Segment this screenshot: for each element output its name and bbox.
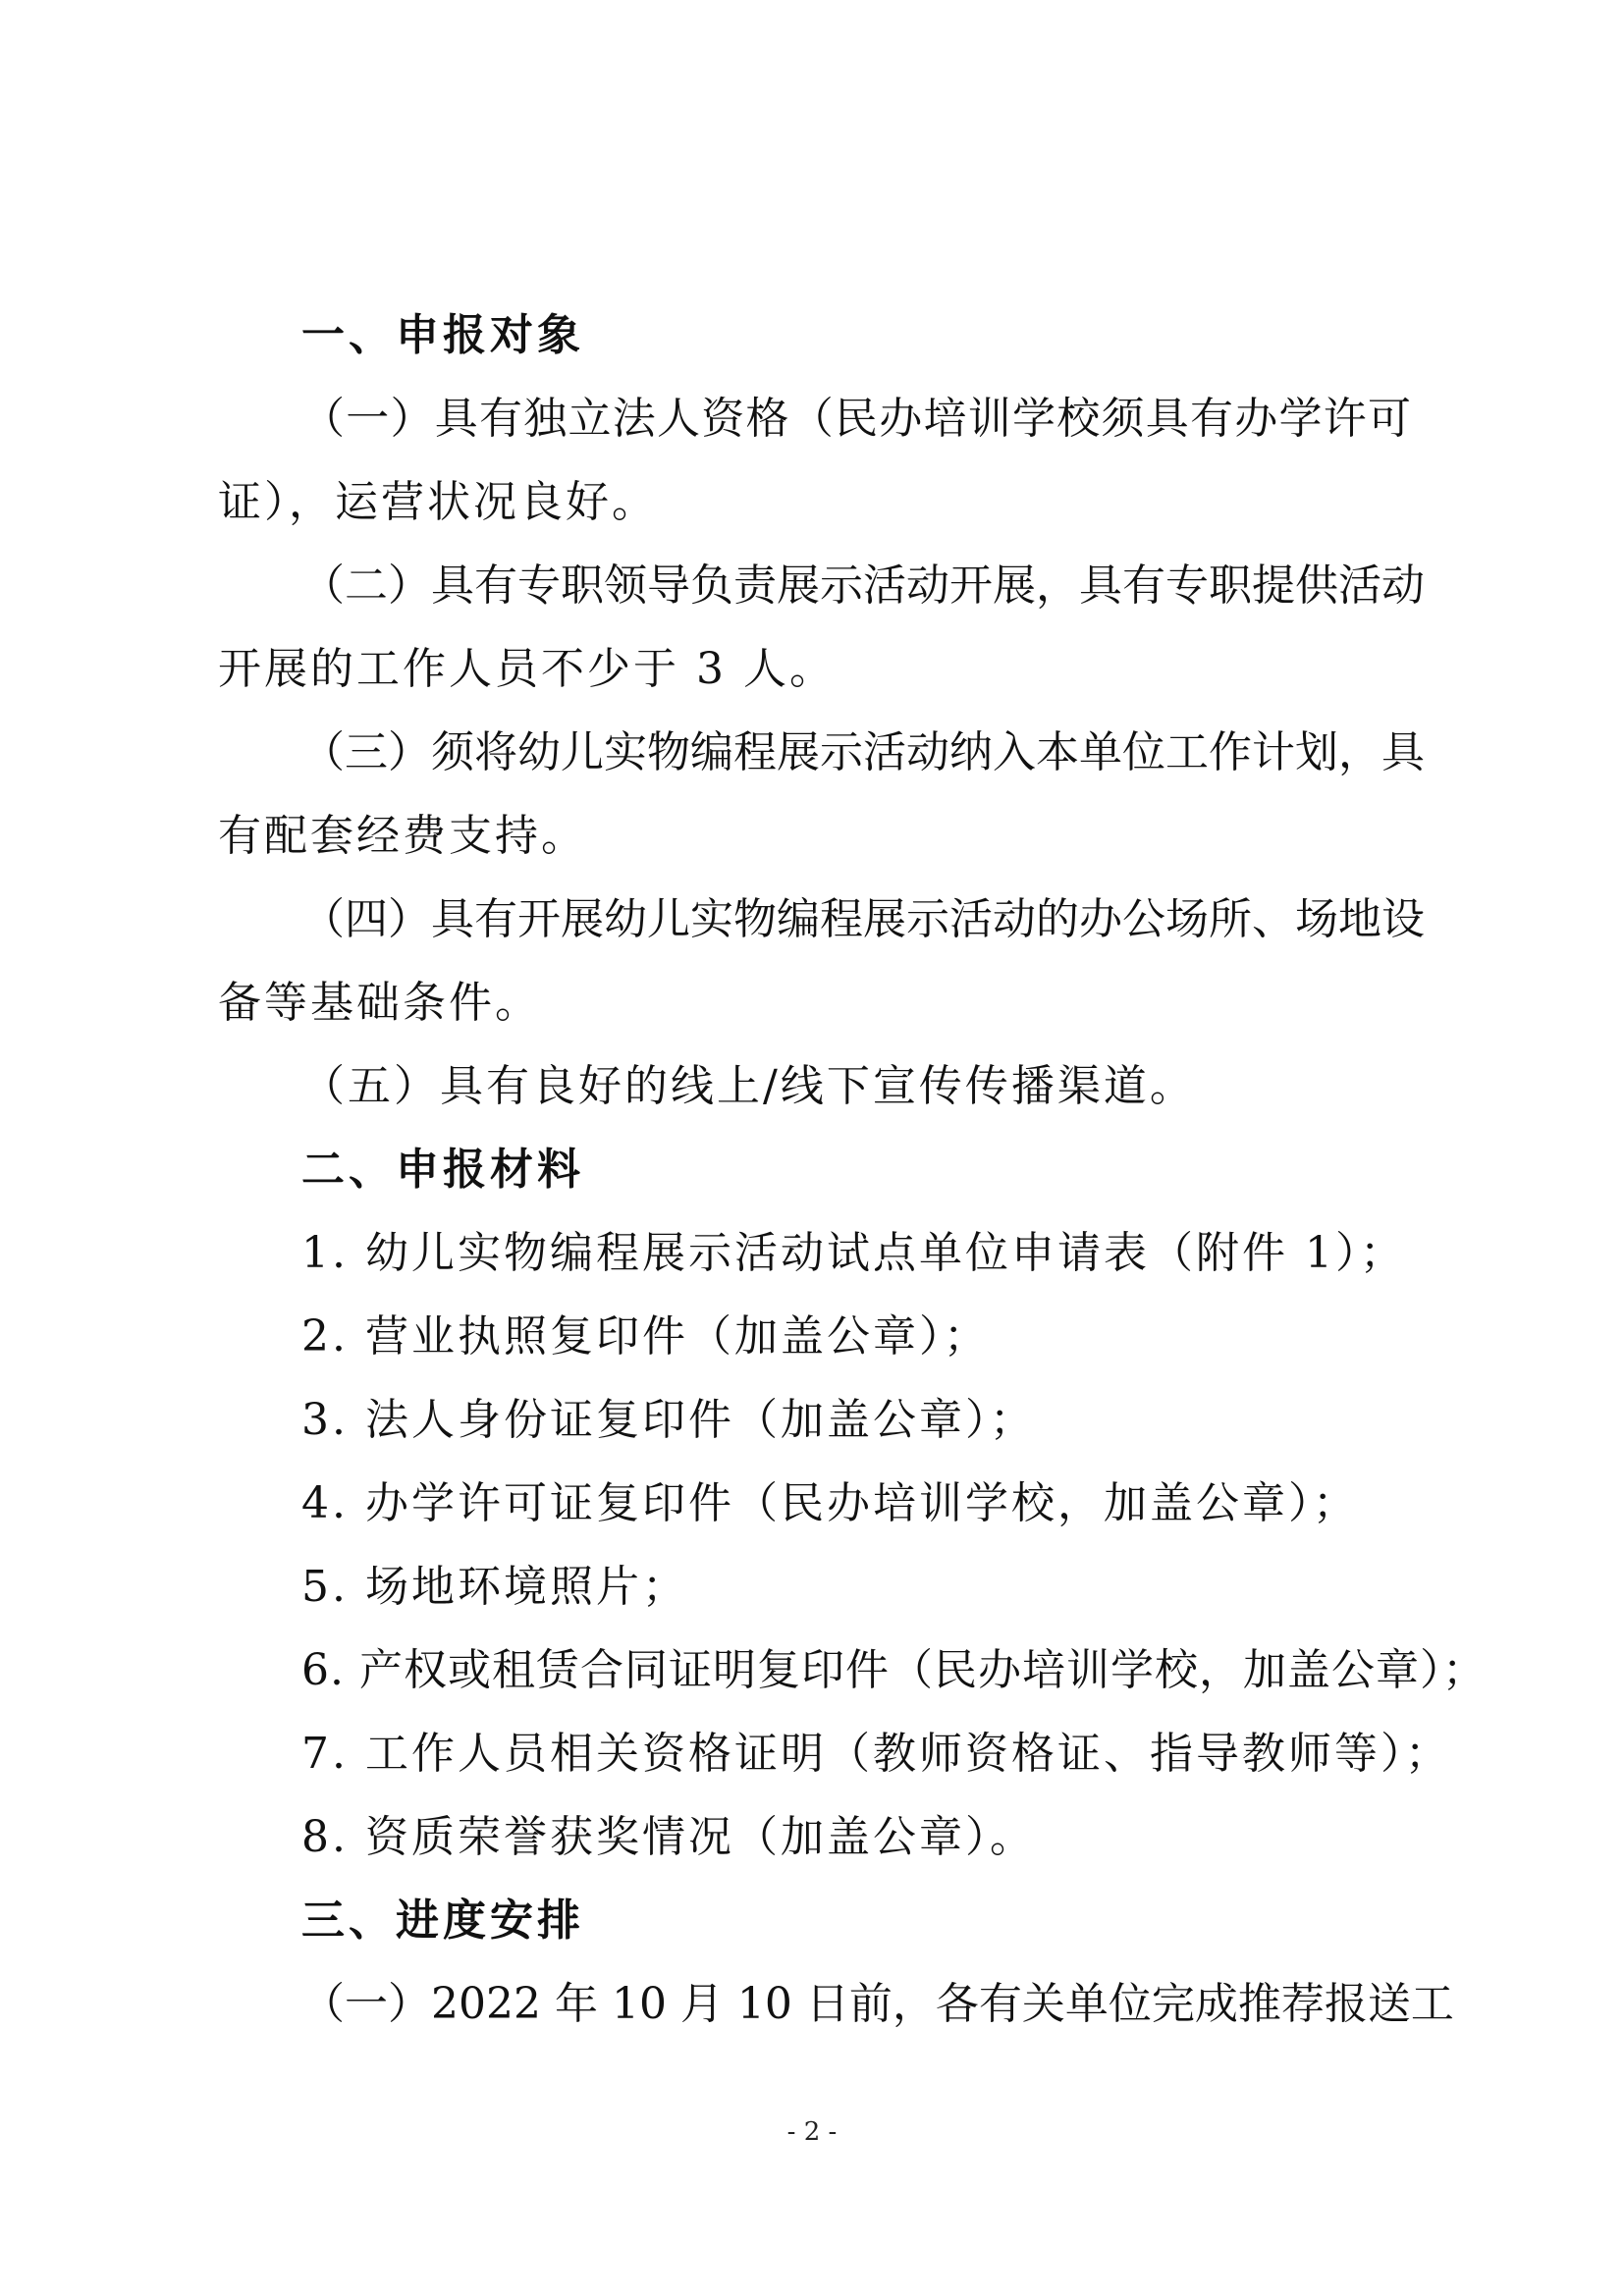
paragraph-line: （五）具有良好的线上/线下宣传传播渠道。 — [301, 1061, 1196, 1111]
paragraph-line: 证），运营状况良好。 — [218, 477, 658, 527]
paragraph-line: 开展的工作人员不少于 3 人。 — [218, 644, 836, 694]
paragraph-line: （一）2022 年 10 月 10 日前，各有关单位完成推荐报送工 — [301, 1979, 1454, 2029]
paragraph-line: （四）具有开展幼儿实物编程展示活动的办公场所、场地设 — [301, 894, 1425, 944]
paragraph-line: 有配套经费支持。 — [218, 811, 587, 861]
paragraph-line: （三）须将幼儿实物编程展示活动纳入本单位工作计划，具 — [301, 727, 1425, 777]
section-heading-1: 一、申报对象 — [301, 310, 584, 360]
list-item: 5. 场地环境照片； — [301, 1562, 688, 1612]
list-item: 7. 工作人员相关资格证明（教师资格证、指导教师等）； — [301, 1729, 1451, 1779]
list-item: 1. 幼儿实物编程展示活动试点单位申请表（附件 1）； — [301, 1228, 1406, 1278]
page-number: - 2 - — [786, 2117, 838, 2147]
paragraph-line: 备等基础条件。 — [218, 978, 541, 1028]
list-item: 3. 法人身份证复印件（加盖公章）； — [301, 1395, 1036, 1445]
section-heading-3: 三、进度安排 — [301, 1896, 584, 1946]
section-heading-2: 二、申报材料 — [301, 1145, 584, 1195]
paragraph-line: （一）具有独立法人资格（民办培训学校须具有办学许可 — [301, 394, 1411, 444]
list-item: 2. 营业执照复印件（加盖公章）； — [301, 1311, 990, 1362]
list-item: 8. 资质荣誉获奖情况（加盖公章）。 — [301, 1812, 1036, 1862]
paragraph-line: （二）具有专职领导负责展示活动开展，具有专职提供活动 — [301, 561, 1425, 611]
list-item: 4. 办学许可证复印件（民办培训学校，加盖公章）； — [301, 1478, 1359, 1528]
list-item: 6. 产权或租赁合同证明复印件（民办培训学校，加盖公章）； — [301, 1645, 1487, 1695]
